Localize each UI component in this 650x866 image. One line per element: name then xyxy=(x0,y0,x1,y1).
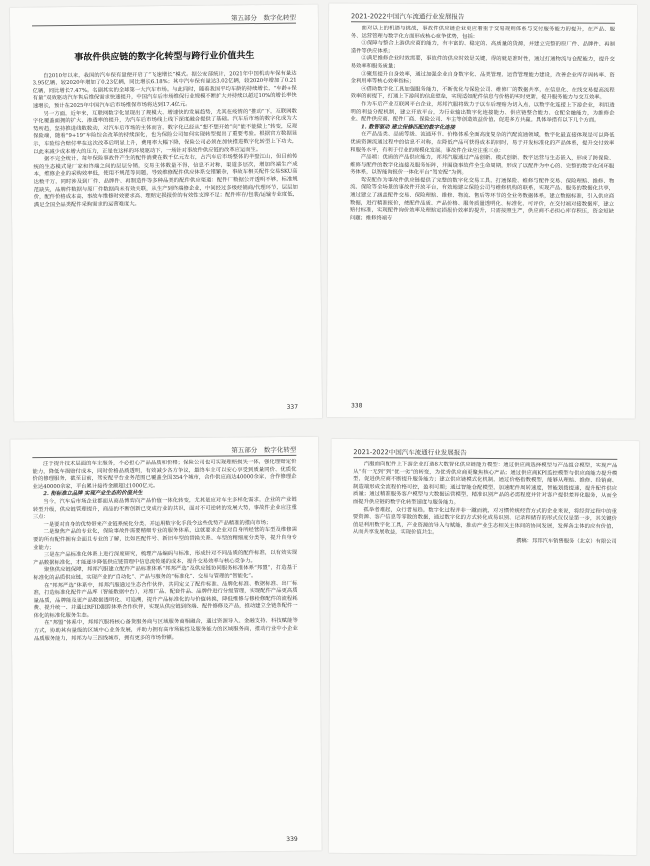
page-338 xyxy=(327,3,637,419)
paragraph: 在“邦邦严选”体系中，邦邦汽服通过生态合作伙伴，共同定义了配件标准、品牌化标准、数据标准、出厂标准，打造标准化配件产品库（智能数据中台），对原厂品、配套件品、品牌件进行分级管理，实现配件产品更高质量品质，品牌能及更产品数据透明化、可追溯，提升产品标准化的与价值转换，降低维修与修检修配件的流程耗费、提升统一、并通过RFID跟踪体系合作伙伴，实现从供应链到终端、配件修修及产品，推动建立全链条配件一体化的标准化服务生态。 xyxy=(33,580,298,620)
paragraph: 据不完全统计，每年保险事故件产生的配件消费在数千亿元左右，占汽车后市场整体的半壁江山，但目前传统的生态模式是厂家和终端之间的层层分销，交易主体数量不得，信息不对称，渠道多层次，增加终端生产成本，维修企业的采购效率低，使用不规范等问题，导致维修配件供应体系交错繁杂，事故车相关配件交易SKU高达数千万，同时涉及到厂件、品牌件、再制造件等多种品类的配件供应渠道：配件厂数据公开透明不够，标准规范缺失，品牌件数据与原厂件数据尚未有效关联，从生产到终端修企业，中间经过多级经销商/代理环节，层层加价，配件价格成本高，事故车维修时效要求高、理赔定损报价的有效性支撑不足；配件库存/包装/运输专业度低，满足全国全品类配件采购需求的运营难度大。 xyxy=(33,153,298,209)
page-340 xyxy=(329,439,640,855)
paragraph: 注于提升技术层面的车主服务，不必担心产品品质和价格；保险公司也可实现理赔损失一体，强化理赔定价能力，降低车损赔付成本，同时价格品质透明，有效减少各方争议，最终车主可以安心享受到质量同价、优质优价的修理服务，截至目前，驾安配平台业务范围已覆盖全国354个城市，合作供应商达40000余家，合作修理企业达40000余家，平台累计接待金额超过1000亿元。 xyxy=(32,458,297,490)
paragraph: 聚焦供应链保障，邦邦汽服建立配件产品标准体系“邦邦严选”及供应链协同服务标准体系“邦盟”，打造基于标准化的品质供应链，实现产业的“自动化”、产品与服务的“标准化”、交易与管理的“智能化”。 xyxy=(33,565,298,582)
page-337 xyxy=(10,4,322,421)
paragraph: 驾安配作为事故件供应链提供了完整的数字化交易工具，打通保险、维修与配件交易、保险理赔、维修、物流、保险等全场景的事故件开放平台，有效地建立保险公司与维修机构的联系，实现产品、服务的数据化共享，通过建立了涵盖配件交易、保险理赔、维修、物流、售后等环节的全业务数据体系，建立数据标准，引入供应商数据，进行精准报价，使配件品质、产品价格、服务质量透明化、标准化、可评价，在交付端对接数据库，建立赔付标准，实现配件询价效率及理赔定损报价效率的提升，只需按照生产，供应商不必担心库存积压，资金短缺问题；维修终端专 xyxy=(349,177,615,222)
running-header: 2021-2022中国汽车流通行业发展报告 xyxy=(353,447,617,460)
paragraph: 三是在产品标准化体系上进行深度研究，梳理产品编码与标准，形成针对不同品质的配件标准，以有效实现产品数据标准化，才能逐步降低供应链管理中信息流传递的成本，提升交易效率与核心竞争力。 xyxy=(33,549,298,566)
page-339 xyxy=(10,437,322,854)
list-item: ③聚焦提升自身效率，通过加强企业自身数字化、品类管理、运营管理能力建设，改善企业库存周转率、资金利用率等核心效率指标； xyxy=(350,70,615,85)
paragraph: 另一方面，近年来，互联网数字化显现出了规模大、增速快的发展趋势，尤其在疫情的“推动”下，互联网数字化覆盖面拥的扩大、渗透率的提升，为汽车后市场线上线下深度融合提供了基础。汽车后市场的数字化成为大势所趋，坚持推进线数数动，对汽车后市场的主体而言，数字化已经从“想不想开始”向“能不能做上”转变，反观保险端，随着“9+19”车险综合改革的持续深化，也为保险公司如何实现转型提出了重要考验。根据官方数据显示，车险综合赔付率在这次改革后明显上升，费用率大幅下降，保险公司必须在加快推进数字化转型上下功夫，以此来减少成本增大的压力，正是在这样的环境驱动下，一场针对事故件供应链的改革应运而生。 xyxy=(33,108,298,155)
list-item: ②满足维修企业时效需要，事故件的供应时效是关键，得的就是准时性，通过打通物流与仓配能力，提升交易效率和服务质量； xyxy=(350,55,615,70)
running-header: 第五部分 数字化转型 xyxy=(32,445,296,458)
paragraph: 面对以上的机遇与挑战，事故件供应链企业更应着重于交易规则体系与交付服务能力的提升，在产品、服务、运营管理与数字化方面形成核心竞争优势，包括： xyxy=(350,25,615,40)
section-heading: 1. 数智驱动 建立保修匹配的数字化连接 xyxy=(361,124,456,131)
paragraph: 产品端：优质的产品供应能力，邦邦汽服通过产品创新、模式创新、数字运营与生态嵌入，形成了跨保险、维修与配件的数字化连接及服务矩阵，并围绕事故件全生命周期，形成了以配件为中心的、完整的数字化闭环服务体系，以智能询报价一体化平台“驾安配”为例。 xyxy=(350,154,615,177)
paragraph: 一是要对自身的优势带来产业链系统化分类，并运用数字化手段令这些优势产品精准的推向市场； xyxy=(43,519,272,528)
paragraph: 在产品品类、品质等级、流通环节、价格体系全面高度复杂的汽配流通领域，数字化最直接体现是可以降低优质资源流通过程中的信息不对称，在降低产品可获得成本的同时，易于开发标准化的产品体系，提升交付效率和服务水平，有利于行业的规模化发展。事故件企业应注重三点： xyxy=(350,131,615,154)
list-item: ①保障与整合上游供应商的能力，有丰富的、稳定的、高质量的货源，并建立完整的原厂件、品牌件、再制造件等供应体系； xyxy=(350,40,615,55)
page-number: 337 xyxy=(286,403,299,411)
paragraph: 作为车后产业互联网平台企业，邦邦汽服将致力于以车后理赔为切入点，以数字化连接上下游企业，利用透明的利益分配机制，建立开放平台，为行业输出数字化连接能力、供应链整合能力、仓配全融能力，为维修企业、配件供应商、配件厂商、保险公司、车主等创造效益价值，促进多方共赢。具体举措有以下几个方面。 xyxy=(350,101,615,124)
paragraph: 二是聚焦产品的专业化，保险事故件需要精细专业的服务体系，这就要求企业对自身所经营的车型及维修需要的所有配件拥有全面且专业的了解，比如匹配件号、新旧车型的替换关系、车型的精细度分类等，提升自身专业能力； xyxy=(33,527,298,551)
paragraph: 自2010年以来，我国的汽车保有量便开启了“飞速增长”模式。据公安部统计，2021年中国机动车保有量达3.95亿辆，较2020年增加了0.23亿辆，同比增长6.18%；其中汽车保有量达3.02亿辆，较2020年增加了0.21亿辆，同比增长7.47%。名副其实的全球第一大汽车市场。与此同时，随着我国平均车龄的持续增长，“车龄+保有量”双效驱动汽车售后维保需求快速提升，中国汽车后市场维保行业规模不断扩大并持续以超过10%的增长率快速增长，预计在2025年中国汽车后市场维保市场将达到17.4亿元。 xyxy=(32,70,297,110)
author-signature: 撰稿：邦邦汽车销售服务（北京）有限公司 xyxy=(516,538,617,545)
page-body xyxy=(351,461,618,837)
page-body xyxy=(32,27,300,404)
page-number: 338 xyxy=(350,402,363,410)
page-body xyxy=(32,459,299,835)
page-body xyxy=(349,25,615,400)
section-heading: 2. 衔标准立品牌 实现产业生态的价值共生 xyxy=(43,490,143,498)
paragraph: 孤举者难起，众行者易趋。数字化过程并非一蹴而就，对习惯传统经营方式的企业来说，将经营过程中的重要资源、客户信息等零散的数据，通过数字化的方式转化成易识别、记录和储存的形式仅仅是第一步，其关键价值是利用数字化工具，产业资源的导入与赋能，推动产业生态相关主体间的协同发展，发挥各主体的应有价值，从而共享发展收益，实现价值共生。 xyxy=(352,506,617,537)
running-header: 第五部分 数字化转型 xyxy=(32,13,296,27)
paragraph: 汽服面向配件上下游企业打造8大数智化供应链能力模型：通过供应商选择模型与产品组合模型，实现产品从“有一无到”到“优一劣”的转变，为优秀供应商更聚焦核心产品；通过供应商KPI监控模型与供应商能力提升模型，促进供应商不断提升服务能力；建立供应链模式化机制，通过价格指数模型，能够从理赔、维修、经销商、制造端形成全流程价格可控，盈利可期；通过智能仓配模型，加速配件周转速度，智能划拨提速，提升配件供应质量；通过精准服务客户模型与大数据运营模型，精准识别产品的必需程度并针对客户提供差异化服务，从而全面提升供应链的数字化转型速度与服务能力。 xyxy=(352,461,618,506)
article-title: 事故件供应链的数字化转型与跨行业价值共生 xyxy=(74,51,255,63)
page-number: 339 xyxy=(286,835,298,843)
list-item: ④借助数字化工具加强服务能力，不断优化与保险公司、维修厂的数据共享，在信息化、在线交易提高流程效率的前提下，打通上下游间的信息壁垒，实现适如配件信息与价格的实时更新，提升服务能力与交互效率。 xyxy=(350,86,615,101)
running-header: 2021-2022中国汽车流通行业发展报告 xyxy=(351,11,615,23)
paragraph: 当今，汽车后市场企业都面从商品博弈向产品价值一体化转变，尤其是应对车主多样化需求，企业的产业链转型升级，供应链管理提升，商品的不断创新已变成行业的共识，面对不可逆转的发展大势，事故件企业应注重三点： xyxy=(32,496,297,521)
paragraph: 在“邦盟”体系中，邦邦汽服将核心备货服务商与区域服务商相融合，通过资源导入、金融支持、科技赋能等方式，协助其有量级的区域中心业务发展，并助力拥有高市场粘性及服务能力的区域服务商，推动行业中小企业品质服务能力，邦邦为与三四线城市，拥有更多的市场份额。 xyxy=(33,618,298,642)
